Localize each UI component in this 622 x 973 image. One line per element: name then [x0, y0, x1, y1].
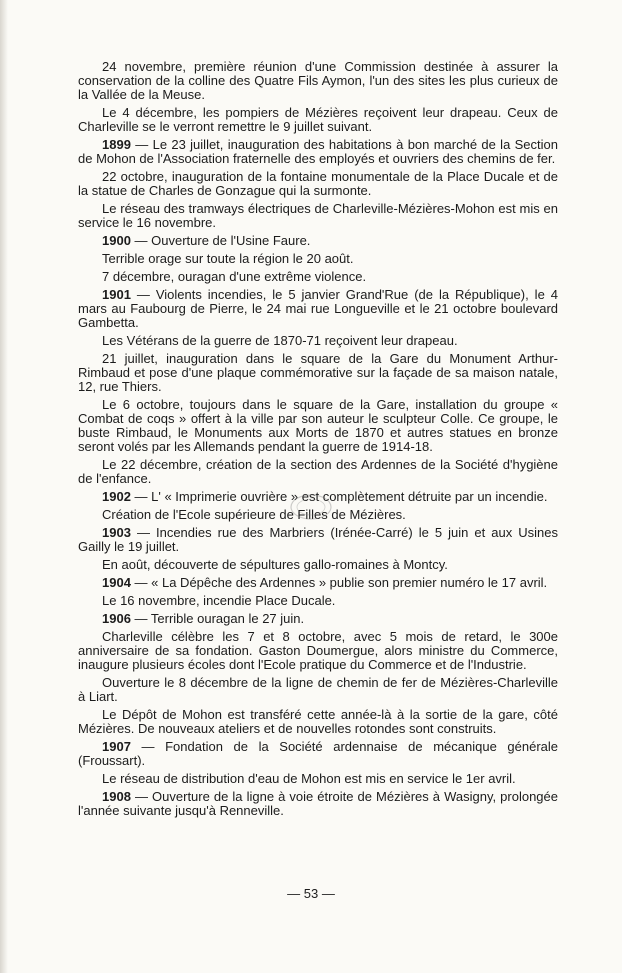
paragraph-text: — Violents incendies, le 5 janvier Grand'Rue (de la République), le 4 mars au Faubourg de Pierre, le 24 mai rue Longueville et le 21 octobre boulevard Gambetta.	[78, 287, 558, 330]
paragraph-text: 24 novembre, première réunion d'une Commission destinée à assurer la conservation de la colline des Quatre Fils Aymon, l'un des sites les plus curieux de la Vallée de la Meuse.	[78, 59, 558, 102]
paragraph	[78, 708, 558, 736]
year-heading: 1907	[102, 739, 131, 754]
paragraph-text: Création de l'Ecole supérieure de Filles de Mézières.	[102, 507, 406, 522]
paragraph	[78, 270, 558, 284]
year-heading: 1904	[102, 575, 131, 590]
paragraph	[78, 558, 558, 572]
paragraph	[78, 170, 558, 198]
paragraph	[78, 334, 558, 348]
paragraph-text: — L' « Imprimerie ouvrière » est complètement détruite par un incendie.	[130, 489, 548, 504]
paragraph	[78, 352, 558, 394]
paragraph-text: 7 décembre, ouragan d'une extrême violence.	[102, 269, 367, 284]
year-heading: 1902	[102, 489, 131, 504]
paragraph	[78, 526, 558, 554]
paragraph-text: Le Dépôt de Mohon est transféré cette année-là à la sortie de la gare, côté Mézières. De nouveaux ateliers et de nouvelles rotondes sont construits.	[78, 707, 558, 736]
paragraph	[78, 790, 558, 818]
library-stamp	[288, 492, 334, 522]
year-heading: 1899	[102, 137, 131, 152]
paragraph-text: Le 16 novembre, incendie Place Ducale.	[102, 593, 336, 608]
paragraph	[78, 740, 558, 768]
paragraph-text: Terrible orage sur toute la région le 20 août.	[102, 251, 354, 266]
year-heading: 1903	[102, 525, 131, 540]
paragraph-text: 22 octobre, inauguration de la fontaine monumentale de la Place Ducale et de la statue de Charles de Gonzague qui la surmonte.	[78, 169, 558, 198]
page-number: — 53 —	[287, 886, 335, 901]
paragraph-text: — « La Dépêche des Ardennes » publie son premier numéro le 17 avril.	[130, 575, 548, 590]
paragraph-text: — Ouverture de la ligne à voie étroite de Mézières à Wasigny, prolongée l'année suivante jusqu'à Renneville.	[78, 789, 558, 818]
paragraph-text: 21 juillet, inauguration dans le square de la Gare du Monument Arthur-Rimbaud et pose d'une plaque commémorative sur la façade de sa maison natale, 12, rue Thiers.	[78, 351, 558, 394]
page-edge-shadow	[0, 0, 8, 973]
paragraph	[78, 630, 558, 672]
paragraph-text: — Fondation de la Société ardennaise de mécanique générale (Froussart).	[78, 739, 558, 768]
paragraph	[78, 676, 558, 704]
year-heading: 1901	[102, 287, 131, 302]
paragraph-text: — Le 23 juillet, inauguration des habitations à bon marché de la Section de Mohon de l'Association fraternelle des employés et ouvriers des chemins de fer.	[78, 137, 558, 166]
paragraph	[78, 60, 558, 102]
paragraph-text: — Ouverture de l'Usine Faure.	[130, 233, 311, 248]
paragraph	[78, 458, 558, 486]
paragraph-text: Ouverture le 8 décembre de la ligne de chemin de fer de Mézières-Charleville à Liart.	[78, 675, 558, 704]
paragraph-text: Le 4 décembre, les pompiers de Mézières reçoivent leur drapeau. Ceux de Charleville se le verront remettre le 9 juillet suivant.	[78, 105, 558, 134]
paragraph	[78, 234, 558, 248]
year-heading: 1908	[102, 789, 131, 804]
paragraph-text: En août, découverte de sépultures gallo-romaines à Montcy.	[102, 557, 448, 572]
paragraph	[78, 398, 558, 454]
paragraph	[78, 138, 558, 166]
paragraph	[78, 612, 558, 626]
paragraph-text: Le réseau des tramways électriques de Charleville-Mézières-Mohon est mis en service le 16 novembre.	[78, 201, 558, 230]
paragraph-text: — Incendies rue des Marbriers (Irénée-Carré) le 5 juin et aux Usines Gailly le 19 juillet.	[78, 525, 558, 554]
paragraph	[78, 288, 558, 330]
paragraph-text: — Terrible ouragan le 27 juin.	[130, 611, 305, 626]
paragraph-text: Le 22 décembre, création de la section des Ardennes de la Société d'hygiène de l'enfance.	[78, 457, 558, 486]
paragraph-text: Les Vétérans de la guerre de 1870-71 reçoivent leur drapeau.	[102, 333, 458, 348]
paragraph	[78, 576, 558, 590]
paragraph-text: Le 6 octobre, toujours dans le square de la Gare, installation du groupe « Combat de coqs » offert à la ville par son auteur le sculpteur Colle. Ce groupe, le buste Rimbaud, le Monuments aux Morts de 1870 et autres statues en bronze seront volés par les Allemands pendant la guerre de 1914-18.	[78, 397, 558, 454]
chronology-text	[78, 60, 558, 822]
paragraph-text: Charleville célèbre les 7 et 8 octobre, avec 5 mois de retard, le 300e anniversaire de sa fondation. Gaston Doumergue, alors ministre du Commerce, inaugure plusieurs écoles dont l'Ecole pratique du Commerce et de l'Industrie.	[78, 629, 558, 672]
paragraph	[78, 202, 558, 230]
year-heading: 1906	[102, 611, 131, 626]
paragraph	[78, 594, 558, 608]
paragraph-text: Le réseau de distribution d'eau de Mohon est mis en service le 1er avril.	[102, 771, 516, 786]
paragraph	[78, 772, 558, 786]
paragraph	[78, 106, 558, 134]
paragraph	[78, 252, 558, 266]
year-heading: 1900	[102, 233, 131, 248]
